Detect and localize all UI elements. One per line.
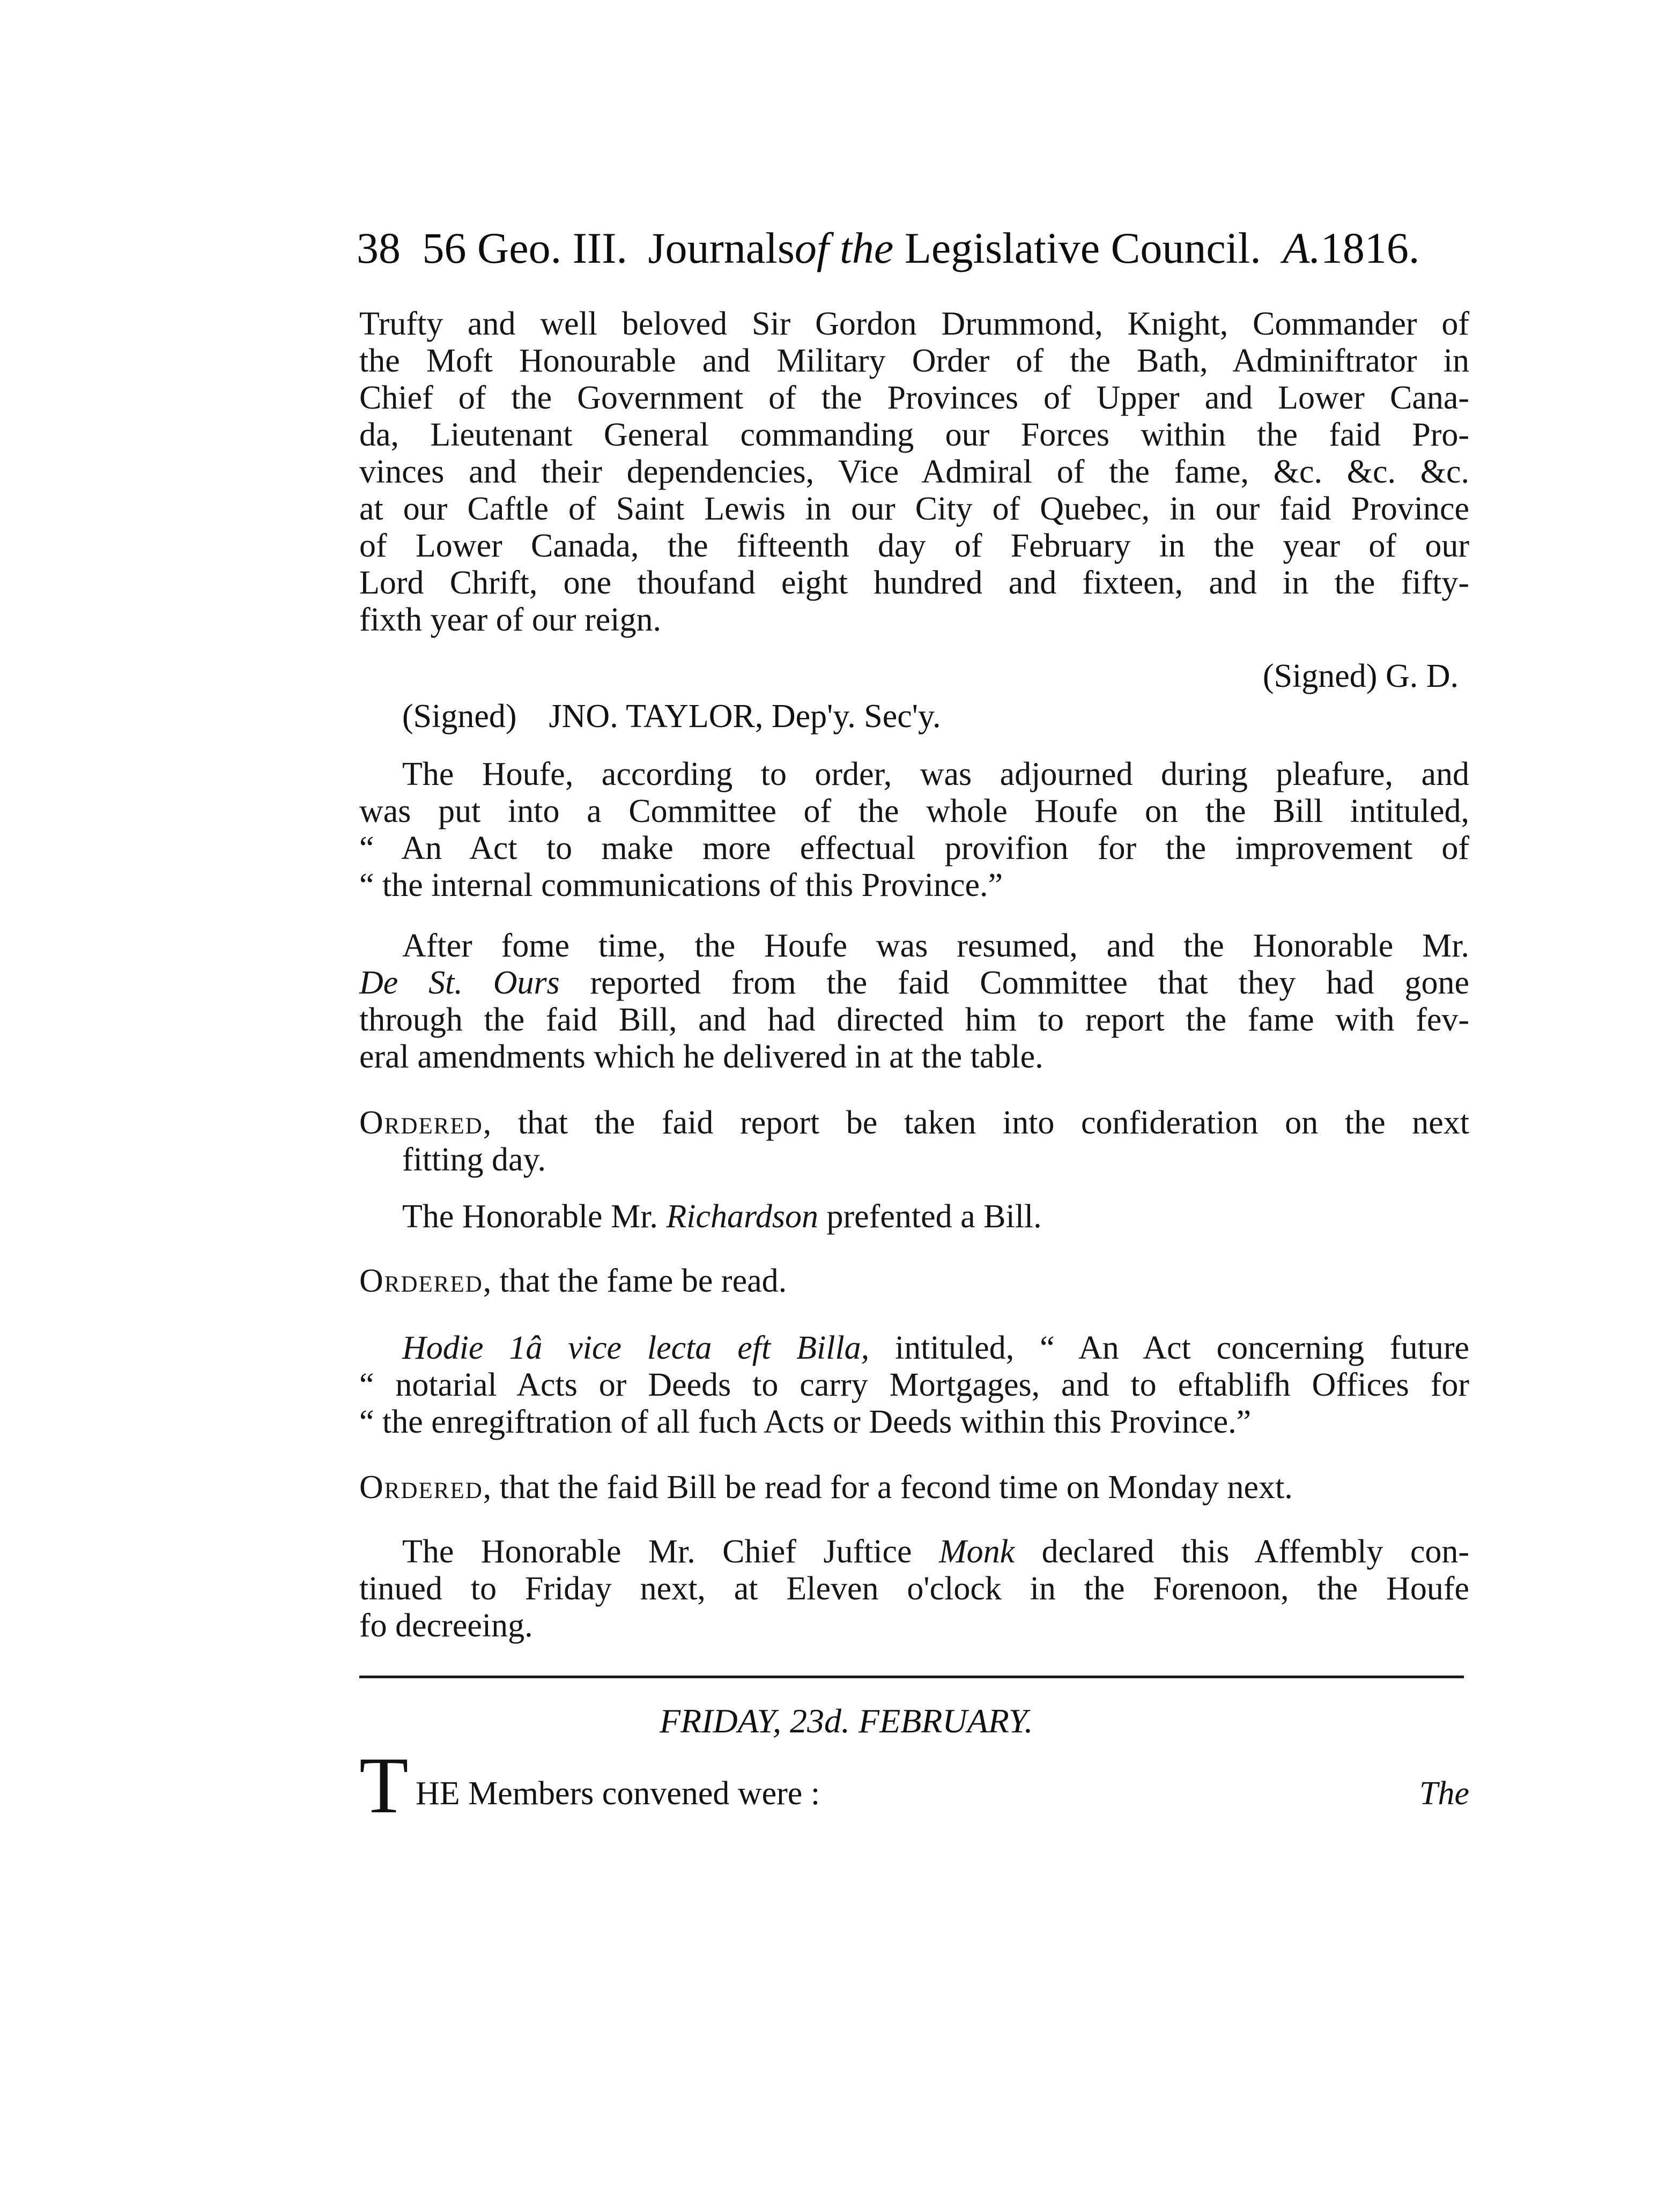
presented-line — [359, 1198, 1469, 1235]
header-year — [1283, 224, 1419, 272]
ordered-text: , that the fame be read. — [483, 1263, 787, 1299]
member-name: De St. Ours — [359, 965, 560, 1001]
year-value: 1816. — [1320, 224, 1420, 272]
header-of-the: of the — [794, 224, 894, 272]
signed-label: (Signed) — [402, 698, 517, 735]
ordered-line: fitting day. — [402, 1142, 546, 1178]
committee-line: “ An Act to make more effectual provifion for the improvement of — [359, 830, 1469, 866]
date-heading: FRIDAY, 23d. FEBRUARY. — [660, 1702, 1033, 1740]
section-divider — [359, 1676, 1464, 1678]
ordered-line — [359, 1469, 1469, 1506]
ordered-line — [359, 1263, 1469, 1300]
catchword: The — [1419, 1775, 1469, 1812]
ordered-text: , that the faid Bill be read for a fecond time on Monday next. — [483, 1469, 1293, 1506]
ordered-second-reading-paragraph — [359, 1469, 1469, 1506]
adjournment-paragraph — [359, 1533, 1469, 1644]
ordered-word: Ordered — [359, 1469, 483, 1506]
first-reading-text: intituled, “ An Act concerning future — [869, 1330, 1469, 1366]
report-line: through the faid Bill, and had directed him to report the fame with fev- — [359, 1002, 1469, 1038]
proclamation-line: Chief of the Government of the Provinces of Upper and Lower Cana- — [359, 380, 1469, 416]
secretary-name: JNO. TAYLOR, Dep'y. Sec'y. — [549, 698, 941, 735]
latin-phrase: Hodie 1â vice lecta eft Billa, — [402, 1330, 870, 1366]
report-line-text: reported from the faid Committee that they had gone — [559, 965, 1469, 1001]
report-paragraph — [359, 928, 1469, 1076]
report-line: eral amendments which he delivered in at the table. — [359, 1039, 1043, 1075]
presented-text: The Honorable Mr. — [402, 1198, 667, 1235]
presented-text: prefented a Bill. — [818, 1198, 1042, 1235]
signature-taylor — [402, 697, 1099, 736]
first-reading-line — [359, 1330, 1469, 1367]
report-line — [359, 965, 1469, 1002]
ordered-read-paragraph — [359, 1263, 1469, 1300]
adjournment-text: declared this Affembly con- — [1015, 1533, 1470, 1570]
committee-line: “ the internal communications of this Province.” — [359, 867, 1003, 903]
committee-line: was put into a Committee of the whole Houfe on the Bill intituled, — [359, 793, 1469, 829]
proclamation-line: of Lower Canada, the fifteenth day of February in the year of our — [359, 528, 1469, 564]
proclamation-line: Lord Chrift, one thoufand eight hundred and fixteen, and in the fifty- — [359, 565, 1469, 601]
ordered-line — [359, 1105, 1469, 1142]
page-number: 38 — [357, 224, 401, 272]
drop-cap: T — [359, 1741, 409, 1830]
adjournment-line: tinued to Friday next, at Eleven o'clock in the Forenoon, the Houfe — [359, 1570, 1469, 1607]
adjournment-line — [359, 1533, 1469, 1570]
proclamation-line: da, Lieutenant General commanding our Forces within the faid Pro- — [359, 417, 1469, 453]
year-prefix: A. — [1283, 224, 1321, 272]
adjournment-text: The Honorable Mr. Chief Juftice — [402, 1533, 939, 1570]
member-name: Richardson — [666, 1198, 819, 1235]
first-reading-paragraph — [359, 1330, 1469, 1441]
proclamation-line: vinces and their dependencies, Vice Admiral of the fame, &c. &c. &c. — [359, 454, 1469, 490]
running-header — [357, 219, 1472, 278]
committee-line: The Houfe, according to order, was adjourned during pleafure, and — [402, 756, 1469, 792]
committee-paragraph — [359, 756, 1469, 904]
regnal-year: 56 Geo. III. — [422, 224, 628, 272]
header-title: Legislative Council. — [904, 224, 1261, 272]
proclamation-line: fixth year of our reign. — [359, 602, 661, 638]
first-reading-line: “ the enregiftration of all fuch Acts or Deeds within this Province.” — [359, 1404, 1252, 1440]
first-reading-line: “ notarial Acts or Deeds to carry Mortgages, and to eftablifh Offices for — [359, 1367, 1469, 1403]
signature-gd: (Signed) G. D. — [1262, 658, 1459, 694]
presented-paragraph — [359, 1198, 1469, 1235]
ordered-text: , that the faid report be taken into confideration on the next — [483, 1105, 1469, 1141]
proclamation-paragraph — [359, 306, 1469, 639]
report-line: After fome time, the Houfe was resumed, and the Honorable Mr. — [402, 928, 1469, 964]
member-name: Monk — [939, 1533, 1015, 1570]
proclamation-line: at our Caftle of Saint Lewis in our City of Quebec, in our faid Province — [359, 491, 1469, 527]
proclamation-line: the Moft Honourable and Military Order of the Bath, Adminiftrator in — [359, 343, 1469, 379]
header-journals: Journals — [648, 224, 795, 272]
adjournment-line: fo decreeing. — [359, 1607, 533, 1644]
members-line — [359, 1741, 1469, 1830]
ordered-word: Ordered — [359, 1105, 483, 1141]
proclamation-line: Trufty and well beloved Sir Gordon Drummond, Knight, Commander of — [359, 306, 1469, 342]
members-text: HE Members convened were : — [416, 1775, 820, 1812]
ordered-word: Ordered — [359, 1263, 483, 1299]
ordered-report-paragraph — [359, 1105, 1469, 1179]
